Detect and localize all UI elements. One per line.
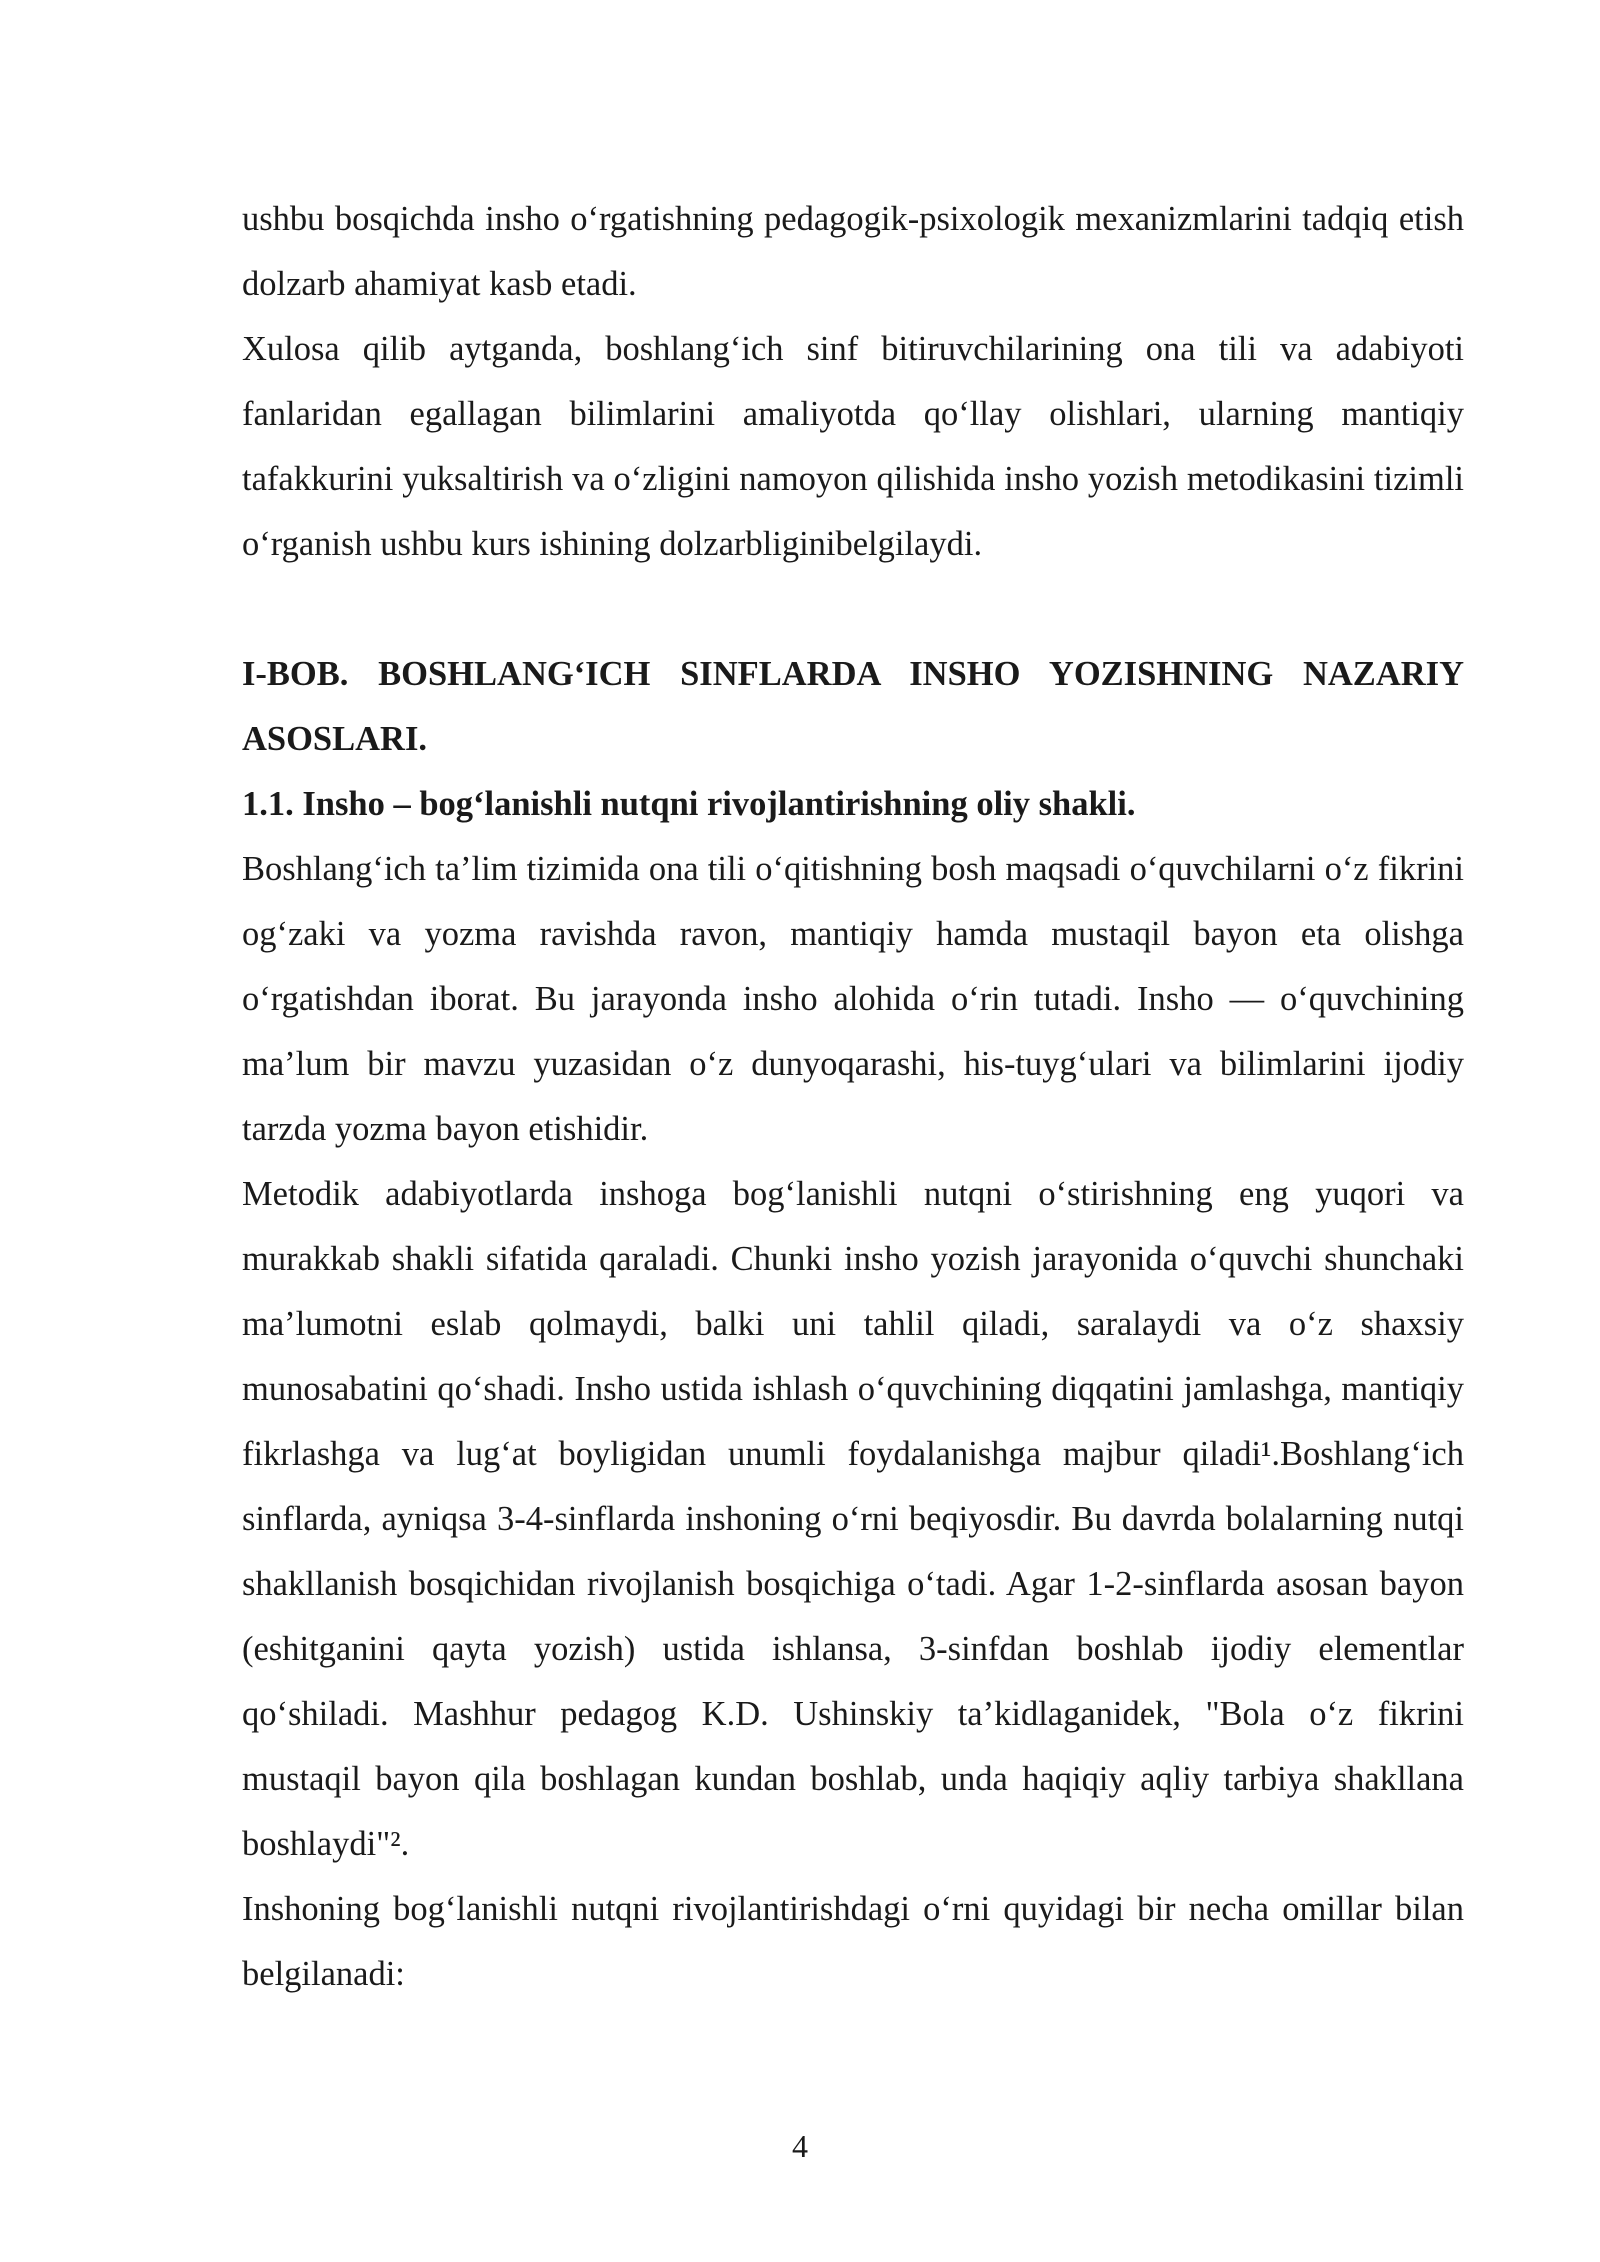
paragraph-methodology: Metodik adabiyotlarda inshoga bog‘lanishli nutqni o‘stirishning eng yuqori va murakkab shakli sifatida qaraladi. Chunki insho yozish jarayonida o‘quvchi shunchaki ma’lumotni eslab qolmaydi, balki uni tahlil qiladi, saralaydi va o‘z shaxsiy munosabatini qo‘shadi. Insho ustida ishlash o‘quvchining diqqatini jamlashga, mantiqiy fikrlashga va lug‘at boyligidan unumli foydalanishga majbur qiladi¹.Boshlang‘ich sinflarda, ayniqsa 3-4-sinflarda inshoning o‘rni beqiyosdir. Bu davrda bolalarning nutqi shakllanish bosqichidan rivojlanish bosqichiga o‘tadi. Agar 1-2-sinflarda asosan bayon (eshitganini qayta yozish) ustida ishlansa, 3-sinfdan boshlab ijodiy elementlar qo‘shiladi. Mashhur pedagog K.D. Ushinskiy ta’kidlaganidek, "Bola o‘z fikrini mustaqil bayon qila boshlagan kundan boshlab, unda haqiqiy aqliy tarbiya shakllana boshlaydi"².	[242, 1175, 1464, 1863]
page-number: 4	[792, 2128, 808, 2164]
section-gap	[242, 577, 1464, 642]
paragraph-factors-intro: Inshoning bog‘lanishli nutqni rivojlantirishdagi o‘rni quyidagi bir necha omillar bilan belgilanadi:	[242, 1890, 1464, 1993]
paragraph-conclusion: Xulosa qilib aytganda, boshlang‘ich sinf bitiruvchilarining ona tili va adabiyoti fanlaridan egallagan bilimlarini amaliyotda qo‘llay olishlari, ularning mantiqiy tafakkurini yuksaltirish va o‘zligini namoyon qilishida insho yozish metodikasini tizimli o‘rganish ushbu kurs ishining dolzarbliginibelgilaydi.	[242, 330, 1464, 563]
paragraph-intro-continued: ushbu bosqichda insho o‘rgatishning pedagogik-psixologik mexanizmlarini tadqiq etish dolzarb ahamiyat kasb etadi.	[242, 200, 1464, 303]
chapter-heading: I-BOB. BOSHLANG‘ICH SINFLARDA INSHO YOZISHNING NAZARIY ASOSLARI.	[242, 655, 1464, 758]
section-heading: 1.1. Insho – bog‘lanishli nutqni rivojlantirishning oliy shakli.	[242, 785, 1136, 823]
paragraph-essay-definition: Boshlang‘ich ta’lim tizimida ona tili o‘qitishning bosh maqsadi o‘quvchilarni o‘z fikrini og‘zaki va yozma ravishda ravon, mantiqiy hamda mustaqil bayon eta olishga o‘rgatishdan iborat. Bu jarayonda insho alohida o‘rin tutadi. Insho — o‘quvchining ma’lum bir mavzu yuzasidan o‘z dunyoqarashi, his-tuyg‘ulari va bilimlarini ijodiy tarzda yozma bayon etishidir.	[242, 850, 1464, 1148]
page-content	[242, 187, 1464, 2007]
